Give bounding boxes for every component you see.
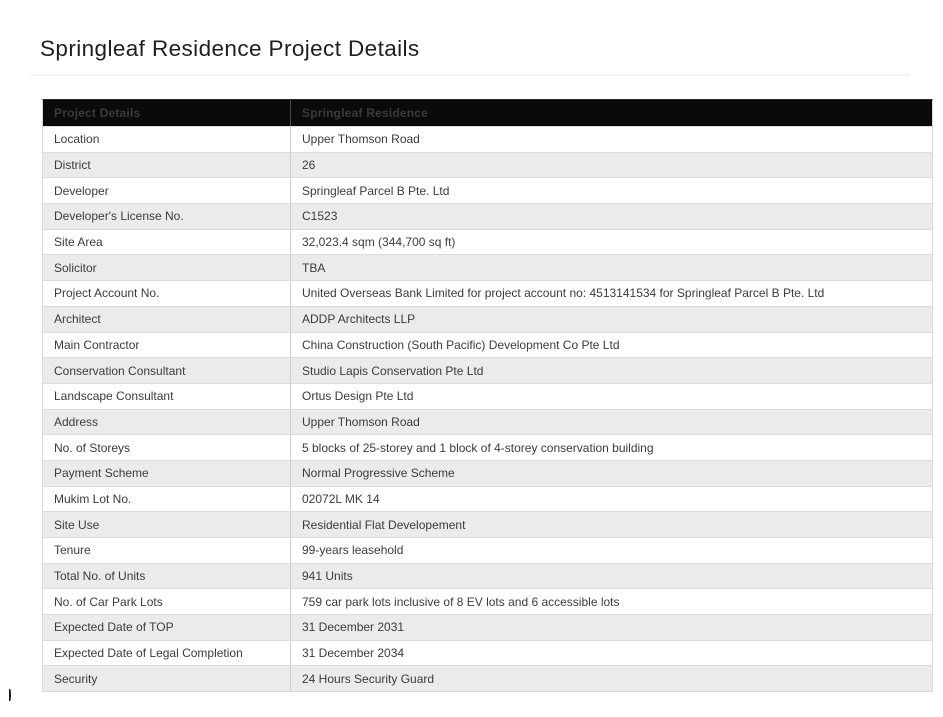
row-label: Expected Date of TOP bbox=[43, 615, 291, 640]
table-row bbox=[43, 640, 932, 666]
page-title: Springleaf Residence Project Details bbox=[40, 36, 420, 61]
table-row bbox=[43, 511, 932, 537]
table-row bbox=[43, 409, 932, 435]
row-label: Solicitor bbox=[43, 255, 291, 280]
row-label: Address bbox=[43, 410, 291, 435]
row-value: China Construction (South Pacific) Development Co Pte Ltd bbox=[302, 337, 620, 352]
table-row bbox=[43, 332, 932, 358]
row-label: Developer's License No. bbox=[43, 204, 291, 229]
table-row bbox=[43, 229, 932, 255]
row-label: Site Area bbox=[43, 230, 291, 255]
row-value: 759 car park lots inclusive of 8 EV lots and 6 accessible lots bbox=[302, 594, 620, 609]
table-rows bbox=[43, 126, 932, 691]
row-label: Security bbox=[43, 666, 291, 691]
row-label: Project Account No. bbox=[43, 281, 291, 306]
row-value: United Overseas Bank Limited for project account no: 4513141534 for Springleaf Parcel B Pte. Ltd bbox=[302, 286, 825, 301]
row-value: 31 December 2031 bbox=[302, 620, 405, 635]
row-label: Location bbox=[43, 127, 291, 152]
table-row bbox=[43, 152, 932, 178]
row-value: Studio Lapis Conservation Pte Ltd bbox=[302, 363, 484, 378]
table-row bbox=[43, 306, 932, 332]
row-label: Payment Scheme bbox=[43, 461, 291, 486]
row-value: 941 Units bbox=[302, 569, 353, 584]
table-row bbox=[43, 460, 932, 486]
table-row bbox=[43, 177, 932, 203]
row-label: Total No. of Units bbox=[43, 564, 291, 589]
table-row bbox=[43, 254, 932, 280]
row-label: Expected Date of Legal Completion bbox=[43, 641, 291, 666]
row-value: 99-years leasehold bbox=[302, 543, 404, 558]
stray-mark bbox=[9, 689, 11, 701]
table-row bbox=[43, 203, 932, 229]
table-row bbox=[43, 126, 932, 152]
row-label: No. of Car Park Lots bbox=[43, 589, 291, 614]
row-label: Conservation Consultant bbox=[43, 358, 291, 383]
table-row bbox=[43, 588, 932, 614]
table-header-project-details: Project Details bbox=[43, 100, 291, 126]
row-value: Normal Progressive Scheme bbox=[302, 466, 455, 481]
row-value: Upper Thomson Road bbox=[302, 132, 420, 147]
row-value: 32,023.4 sqm (344,700 sq ft) bbox=[302, 235, 456, 250]
table-row bbox=[43, 563, 932, 589]
row-value: C1523 bbox=[302, 209, 338, 224]
row-label: Tenure bbox=[43, 538, 291, 563]
row-label: District bbox=[43, 153, 291, 178]
row-value: ADDP Architects LLP bbox=[302, 312, 416, 327]
table-row bbox=[43, 614, 932, 640]
row-label: No. of Storeys bbox=[43, 435, 291, 460]
row-label: Main Contractor bbox=[43, 333, 291, 358]
table-row bbox=[43, 383, 932, 409]
row-value: Springleaf Parcel B Pte. Ltd bbox=[302, 183, 450, 198]
row-label: Architect bbox=[43, 307, 291, 332]
project-details-table bbox=[42, 99, 933, 692]
row-value: TBA bbox=[302, 260, 326, 275]
table-row bbox=[43, 280, 932, 306]
table-header-row bbox=[43, 100, 932, 126]
row-value: 31 December 2034 bbox=[302, 646, 405, 661]
row-value: 26 bbox=[302, 158, 316, 173]
table-row bbox=[43, 537, 932, 563]
table-row bbox=[43, 434, 932, 460]
row-label: Landscape Consultant bbox=[43, 384, 291, 409]
row-value: 5 blocks of 25-storey and 1 block of 4-storey conservation building bbox=[302, 440, 654, 455]
table-header-springleaf-residence: Springleaf Residence bbox=[302, 106, 429, 120]
row-label: Developer bbox=[43, 178, 291, 203]
row-value: Ortus Design Pte Ltd bbox=[302, 389, 414, 404]
table-row bbox=[43, 486, 932, 512]
row-label: Mukim Lot No. bbox=[43, 487, 291, 512]
row-value: Upper Thomson Road bbox=[302, 414, 420, 429]
row-value: 02072L MK 14 bbox=[302, 491, 380, 506]
row-label: Site Use bbox=[43, 512, 291, 537]
table-row bbox=[43, 665, 932, 691]
table-row bbox=[43, 357, 932, 383]
row-value: Residential Flat Developement bbox=[302, 517, 466, 532]
title-divider bbox=[30, 74, 910, 76]
row-value: 24 Hours Security Guard bbox=[302, 671, 435, 686]
